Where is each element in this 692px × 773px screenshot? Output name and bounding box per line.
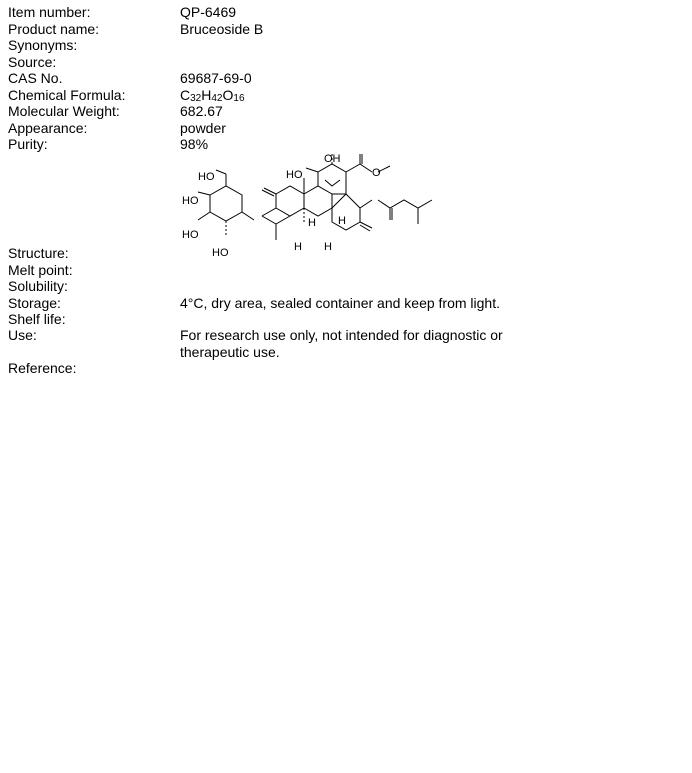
ring-a-lower-bond-2 — [276, 216, 290, 224]
sugar-ho2-bond — [198, 192, 210, 195]
label-ho-4: HO — [212, 247, 229, 259]
label-ho-5: HO — [286, 169, 303, 181]
molecular-weight-label: Molecular Weight: — [8, 103, 120, 119]
ether-bridge — [325, 180, 340, 186]
ketone-bond — [264, 188, 276, 194]
cas-no-row — [8, 70, 688, 87]
formula-element-h: H — [201, 87, 212, 103]
formula-count-c: 32 — [190, 93, 202, 104]
purity-label: Purity: — [8, 136, 48, 152]
reference-row — [8, 360, 688, 377]
glycoside-bond — [242, 212, 254, 220]
ester-bond — [346, 164, 360, 172]
solubility-row — [8, 278, 688, 295]
formula-element-o: O — [222, 87, 234, 103]
shelf-life-label: Shelf life: — [8, 311, 66, 327]
sugar-ring — [210, 186, 242, 221]
cas-no-value: 69687-69-0 — [180, 70, 252, 86]
formula-count-o: 16 — [233, 93, 245, 104]
ring-d — [332, 194, 360, 230]
ring-b — [304, 186, 332, 216]
product-name-row — [8, 21, 688, 38]
formula-count-h: 42 — [211, 93, 223, 104]
acyloxy-bond — [360, 200, 372, 208]
synonyms-label: Synonyms: — [8, 37, 78, 53]
source-row — [8, 54, 688, 71]
product-name-value: Bruceoside B — [180, 21, 264, 37]
solubility-label: Solubility: — [8, 278, 68, 294]
label-o: O — [372, 167, 381, 179]
melt-point-label: Melt point: — [8, 262, 73, 278]
ester-o-bond — [360, 164, 372, 172]
molecular-weight-row — [8, 103, 688, 120]
lactone-carbonyl-bond — [360, 222, 372, 228]
label-h-1: H — [308, 217, 316, 229]
label-oh: OH — [324, 153, 341, 165]
storage-label: Storage: — [8, 295, 61, 311]
label-ho-3: HO — [182, 229, 199, 241]
structure-row — [8, 245, 688, 262]
shelf-life-row — [8, 311, 688, 328]
label-h-2: H — [338, 215, 346, 227]
storage-value: 4°C, dry area, sealed container and keep from light. — [180, 295, 500, 311]
senecioyl-chain — [378, 200, 432, 208]
purity-value: 98% — [180, 136, 209, 152]
chemical-formula-row — [8, 87, 688, 104]
ring-a-lower-bond — [262, 216, 276, 224]
label-ho-2: HO — [182, 195, 199, 207]
molecular-weight-value: 682.67 — [180, 103, 223, 119]
formula-element-c: C — [180, 87, 191, 103]
use-value: For research use only, not intended for diagnostic or therapeutic use. — [180, 327, 503, 360]
appearance-row — [8, 120, 688, 137]
ketone-double-bond — [262, 190, 274, 196]
chemical-formula-label: Chemical Formula: — [8, 87, 126, 103]
sugar-ho3-bond — [198, 212, 210, 220]
appearance-label: Appearance: — [8, 120, 88, 136]
ho-bond-top — [306, 168, 318, 172]
label-ho-1: HO — [198, 171, 215, 183]
item-number-value: QP-6469 — [180, 4, 237, 20]
sugar-ho-bond — [216, 170, 226, 174]
item-number-row — [8, 4, 688, 21]
synonyms-row — [8, 37, 688, 54]
cas-no-label: CAS No. — [8, 70, 63, 86]
source-label: Source: — [8, 54, 57, 70]
structure-label: Structure: — [8, 245, 69, 261]
use-label: Use: — [8, 327, 37, 343]
storage-row — [8, 295, 688, 312]
label-h-4: H — [324, 241, 332, 253]
melt-point-row — [8, 262, 688, 279]
appearance-value: powder — [180, 120, 226, 136]
use-row — [8, 327, 688, 361]
item-number-label: Item number: — [8, 4, 91, 20]
product-name-label: Product name: — [8, 21, 100, 37]
label-h-3: H — [294, 241, 302, 253]
reference-label: Reference: — [8, 360, 77, 376]
